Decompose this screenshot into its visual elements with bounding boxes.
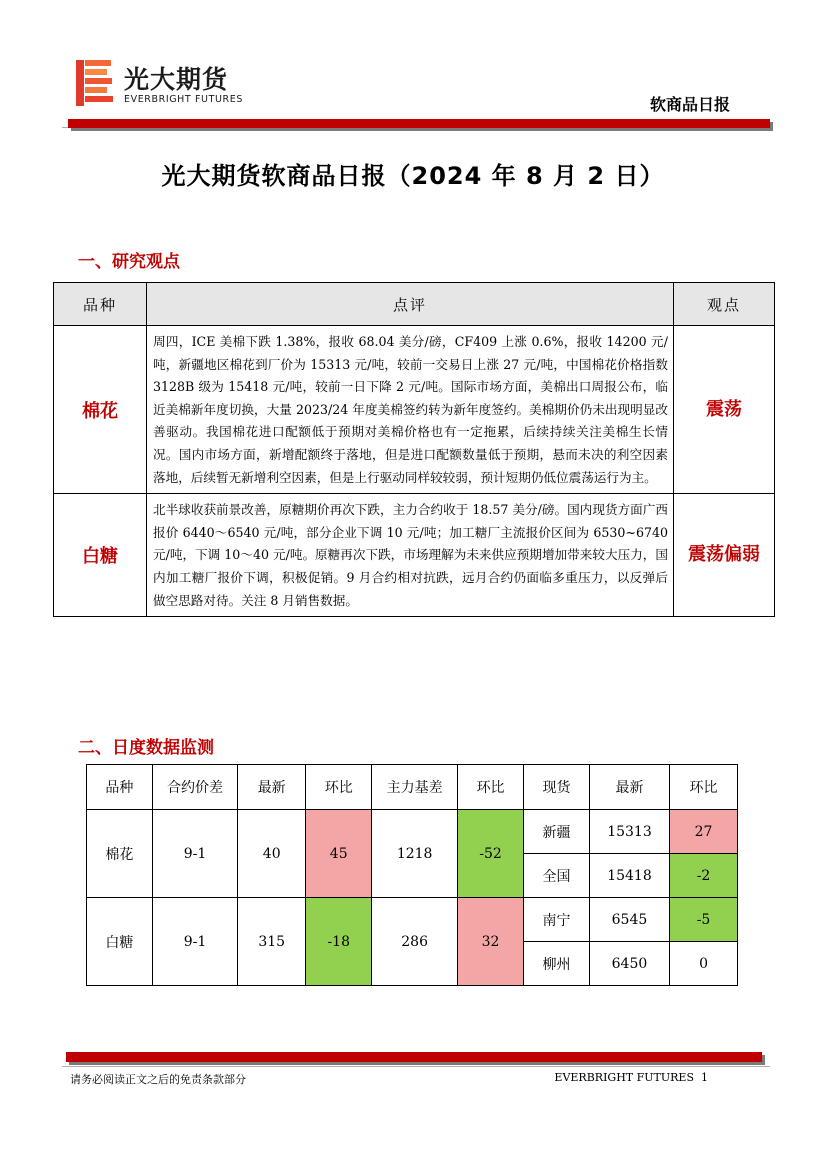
view-cell: 震荡偏弱 xyxy=(674,494,775,617)
latest-cell: 40 xyxy=(238,810,306,898)
table-row-sugar xyxy=(87,898,738,942)
column-header-comment: 点评 xyxy=(147,283,674,326)
header-spot-change: 环比 xyxy=(670,765,738,810)
header-red-bar xyxy=(68,119,770,128)
spot-latest-cell: 6450 xyxy=(589,942,669,986)
footer-red-bar xyxy=(66,1052,762,1062)
spot-latest-cell: 6545 xyxy=(589,898,669,942)
table-row-cotton xyxy=(87,810,738,854)
basis-change-cell: 32 xyxy=(458,898,524,986)
basis-cell: 286 xyxy=(372,898,458,986)
page-number: 1 xyxy=(701,1071,708,1084)
latest-cell: 315 xyxy=(238,898,306,986)
spot-latest-cell: 15418 xyxy=(589,854,669,898)
spot-latest-cell: 15313 xyxy=(589,810,669,854)
header-basis: 主力基差 xyxy=(372,765,458,810)
spot-change-cell: -5 xyxy=(670,898,738,942)
variety-cell: 棉花 xyxy=(54,326,147,494)
header-basis-change: 环比 xyxy=(458,765,524,810)
report-type-label: 软商品日报 xyxy=(649,95,730,114)
research-views-table xyxy=(53,282,775,617)
comment-cell: 周四，ICE 美棉下跌 1.38%，报收 68.04 美分/磅，CF409 上涨 0.6%，报收 14200 元/吨，新疆地区棉花到厂价为 15313 元/吨，较前一交易日上涨 27 元/吨，中国棉花价格指数 3128B 级为 15418 元/吨，较前一日下降 2 元/吨。国际市场方面，美棉出口周报公布，临近美棉新年度切换，大量 2023/24 年度美棉签约转为新年度签约。美棉期价仍未出现明显改善驱动。我国棉花进口配额低于预期对美棉价格也有一定拖累，后续持续关注美棉生长情况。国内市场方面，新增配额终于落地，但是进口配额数量低于预期，悬而未决的利空因素落地，后续暂无新增利空因素，但是上行驱动同样较较弱，预计短期仍低位震荡运行为主。 xyxy=(147,326,674,494)
basis-cell: 1218 xyxy=(372,810,458,898)
spot-name-cell: 柳州 xyxy=(524,942,590,986)
change-cell: -18 xyxy=(306,898,372,986)
spot-change-cell: 27 xyxy=(670,810,738,854)
table-header-row xyxy=(87,765,738,810)
variety-cell: 棉花 xyxy=(87,810,153,898)
footer-divider xyxy=(62,1066,770,1067)
basis-change-cell: -52 xyxy=(458,810,524,898)
variety-cell: 白糖 xyxy=(54,494,147,617)
section-daily-data-title: 二、日度数据监测 xyxy=(78,738,214,758)
variety-cell: 白糖 xyxy=(87,898,153,986)
comment-cell: 北半球收获前景改善，原糖期价再次下跌，主力合约收于 18.57 美分/磅。国内现货方面广西报价 6440～6540 元/吨，部分企业下调 10 元/吨；加工糖厂主流报价区间为 6530~6740 元/吨，下调 10～40 元/吨。原糖再次下跌，市场理解为未来供应预期增加带来较大压力，国内加工糖厂报价下调，积极促销。9 月合约相对抗跌，远月合约仍面临多重压力，以反弹后做空思路对待。关注 8 月销售数据。 xyxy=(147,494,674,617)
header-variety: 品种 xyxy=(87,765,153,810)
spot-change-cell: -2 xyxy=(670,854,738,898)
column-header-variety: 品种 xyxy=(54,283,147,326)
logo-text-cn: 光大期货 xyxy=(124,65,229,94)
table-row-sugar xyxy=(54,494,775,617)
header-spot: 现货 xyxy=(524,765,590,810)
spot-name-cell: 南宁 xyxy=(524,898,590,942)
header-latest: 最新 xyxy=(238,765,306,810)
spot-name-cell: 新疆 xyxy=(524,810,590,854)
table-row-cotton xyxy=(54,326,775,494)
header-spot-latest: 最新 xyxy=(589,765,669,810)
everbright-logo-icon xyxy=(76,60,114,106)
spot-name-cell: 全国 xyxy=(524,854,590,898)
daily-data-table xyxy=(86,764,738,986)
change-cell: 45 xyxy=(306,810,372,898)
document-title: 光大期货软商品日报（2024 年 8 月 2 日） xyxy=(161,162,665,190)
spread-cell: 9-1 xyxy=(152,810,237,898)
logo-text-en: EVERBRIGHT FUTURES xyxy=(124,94,243,105)
section-research-views-title: 一、研究观点 xyxy=(78,252,180,272)
header-spread: 合约价差 xyxy=(152,765,237,810)
view-cell: 震荡 xyxy=(674,326,775,494)
footer-disclaimer: 请务必阅读正文之后的免责条款部分 xyxy=(70,1073,246,1086)
header-change: 环比 xyxy=(306,765,372,810)
footer-company-name: EVERBRIGHT FUTURES xyxy=(554,1071,694,1084)
footer-company xyxy=(554,1071,708,1084)
column-header-view: 观点 xyxy=(674,283,775,326)
spot-change-cell: 0 xyxy=(670,942,738,986)
spread-cell: 9-1 xyxy=(152,898,237,986)
table-header-row xyxy=(54,283,775,326)
